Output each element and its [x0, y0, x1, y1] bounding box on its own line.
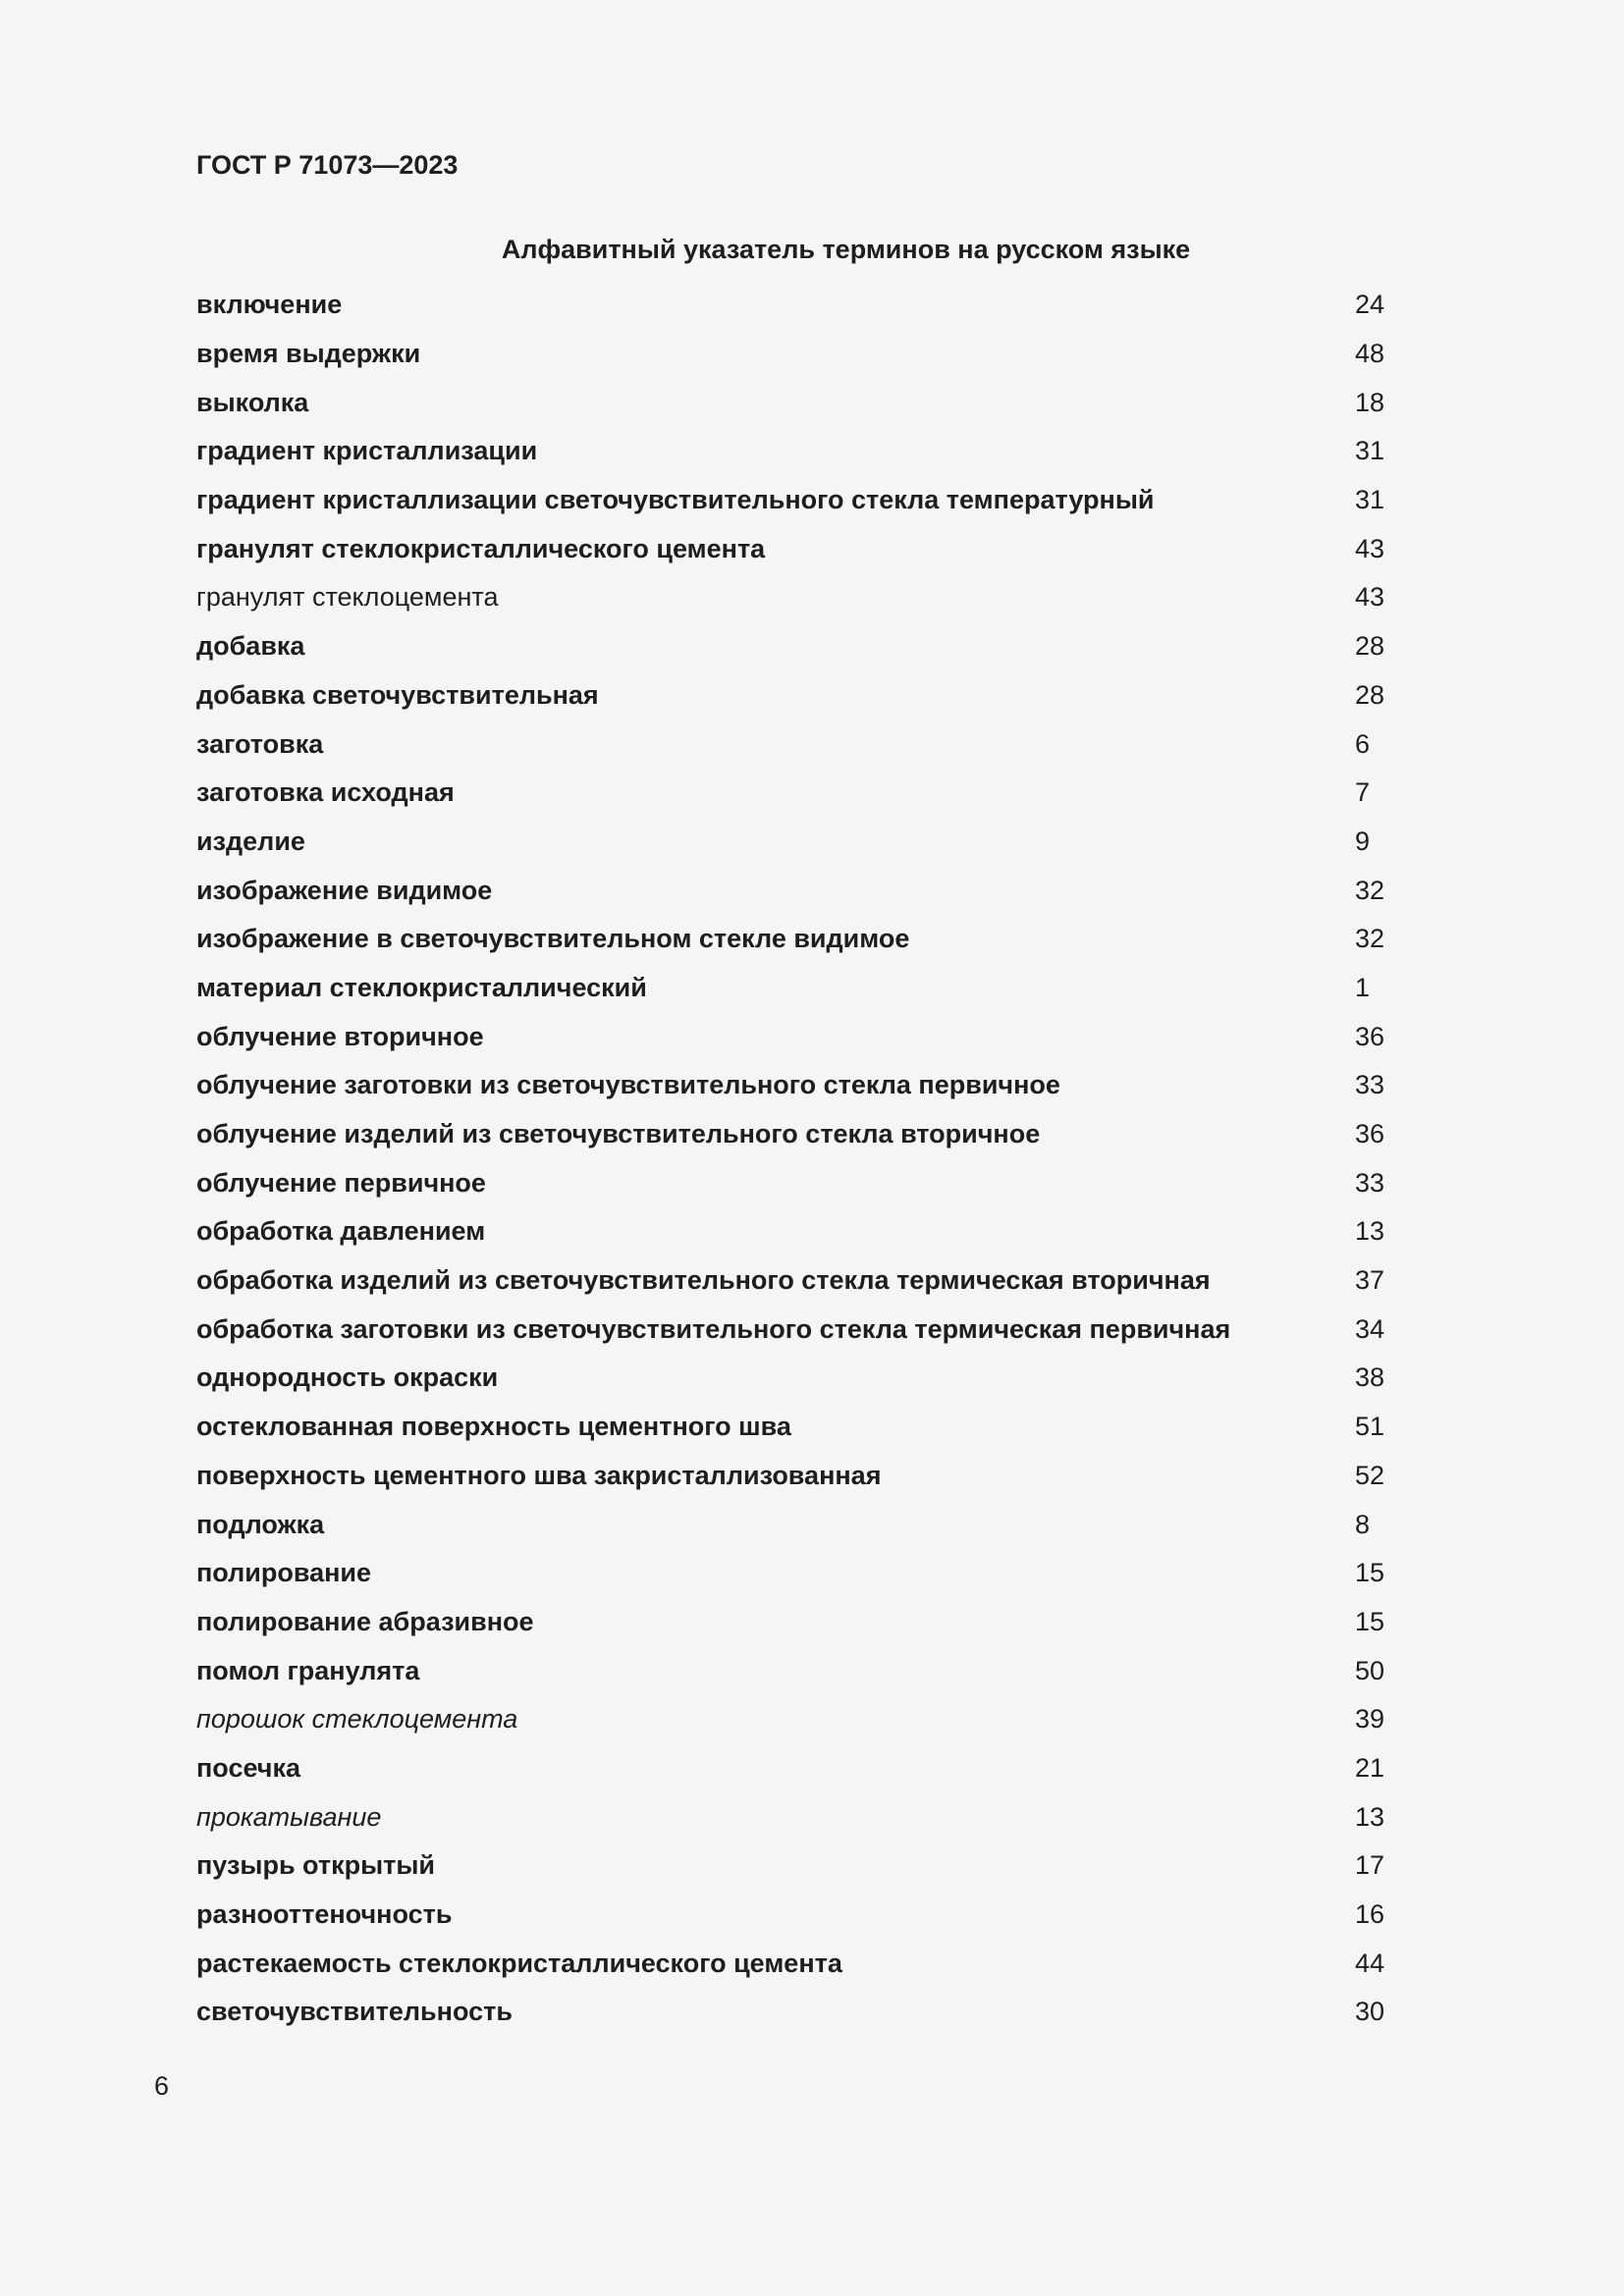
term-page-number: 33 — [1355, 1167, 1385, 1198]
index-entry-row — [196, 1452, 1385, 1501]
term-page-number: 28 — [1355, 679, 1385, 710]
term-page-number: 9 — [1355, 826, 1371, 856]
term-page-number: 7 — [1355, 777, 1371, 808]
index-entry-row — [196, 1695, 1385, 1744]
term-page-number: 48 — [1355, 339, 1385, 369]
term-label: облучение изделий из светочувствительного стекла вторичное — [196, 1119, 1041, 1149]
term-page-number: 16 — [1355, 1899, 1385, 1930]
index-entry-row — [196, 1988, 1385, 2037]
index-entry-row — [196, 1842, 1385, 1891]
term-label: время выдержки — [196, 339, 421, 369]
term-page-number: 33 — [1355, 1070, 1385, 1100]
index-entry-row — [196, 1891, 1385, 1940]
term-label: остеклованная поверхность цементного шва — [196, 1412, 791, 1442]
term-label: включение — [196, 290, 343, 320]
term-label: изображение в светочувствительном стекле видимое — [196, 924, 910, 954]
term-page-number: 36 — [1355, 1119, 1385, 1149]
footer-page-number: 6 — [154, 2071, 170, 2101]
index-entry-row — [196, 1646, 1385, 1695]
index-entry-row — [196, 915, 1385, 964]
term-page-number: 8 — [1355, 1509, 1371, 1539]
term-label: порошок стеклоцемента — [196, 1704, 518, 1735]
term-page-number: 15 — [1355, 1606, 1385, 1636]
term-label: светочувствительность — [196, 1997, 513, 2027]
index-entry-row — [196, 866, 1385, 915]
term-page-number: 31 — [1355, 436, 1385, 466]
index-entry-row — [196, 330, 1385, 379]
term-page-number: 30 — [1355, 1997, 1385, 2027]
index-entry-row — [196, 818, 1382, 867]
term-label: растекаемость стеклокристаллического цемента — [196, 1948, 842, 1978]
index-entry-row — [196, 1744, 1385, 1793]
term-label: градиент кристаллизации светочувствительного стекла температурный — [196, 485, 1155, 515]
term-page-number: 34 — [1355, 1313, 1385, 1344]
term-label: гранулят стеклоцемента — [196, 582, 499, 613]
term-page-number: 43 — [1355, 582, 1385, 613]
index-entry-row — [196, 1207, 1385, 1256]
index-entry-row — [196, 1500, 1382, 1549]
term-label: добавка — [196, 631, 305, 662]
term-label: поверхность цементного шва закристаллизованная — [196, 1460, 882, 1490]
index-entry-row — [196, 573, 1385, 622]
alphabetical-index-list — [196, 281, 1385, 2037]
term-page-number: 24 — [1355, 290, 1385, 320]
term-page-number: 31 — [1355, 485, 1385, 515]
term-label: пузырь открытый — [196, 1850, 436, 1881]
index-entry-row — [196, 1354, 1385, 1403]
term-label: полирование абразивное — [196, 1606, 534, 1636]
document-designation: ГОСТ Р 71073—2023 — [196, 150, 459, 180]
term-page-number: 32 — [1355, 924, 1385, 954]
index-entry-row — [196, 1158, 1385, 1207]
term-label: однородность окраски — [196, 1362, 499, 1393]
term-page-number: 6 — [1355, 728, 1371, 759]
term-label: заготовка — [196, 728, 324, 759]
term-label: подложка — [196, 1509, 325, 1539]
index-entry-row — [196, 1403, 1385, 1452]
term-page-number: 1 — [1355, 972, 1371, 1002]
term-label: помол гранулята — [196, 1655, 420, 1685]
term-label: материал стеклокристаллический — [196, 972, 647, 1002]
index-entry-row — [196, 476, 1385, 525]
term-label: обработка давлением — [196, 1216, 486, 1247]
term-label: обработка заготовки из светочувствительного стекла термическая первичная — [196, 1313, 1231, 1344]
index-entry-row — [196, 769, 1382, 818]
term-page-number: 13 — [1355, 1801, 1385, 1832]
term-page-number: 50 — [1355, 1655, 1385, 1685]
index-entry-row — [196, 1598, 1385, 1647]
index-entry-row — [196, 622, 1385, 671]
term-page-number: 15 — [1355, 1558, 1385, 1588]
term-label: гранулят стеклокристаллического цемента — [196, 533, 766, 563]
term-page-number: 36 — [1355, 1021, 1385, 1051]
index-entry-row — [196, 281, 1385, 330]
term-label: облучение первичное — [196, 1167, 486, 1198]
term-page-number: 17 — [1355, 1850, 1385, 1881]
index-entry-row — [196, 1256, 1385, 1306]
term-page-number: 43 — [1355, 533, 1385, 563]
page-title: Алфавитный указатель терминов на русском языке — [501, 235, 1191, 264]
term-page-number: 18 — [1355, 387, 1385, 417]
term-label: изделие — [196, 826, 305, 856]
index-entry-row — [196, 1012, 1385, 1061]
term-label: выколка — [196, 387, 309, 417]
index-entry-row — [196, 1939, 1385, 1988]
index-entry-row — [196, 378, 1385, 427]
term-page-number: 32 — [1355, 875, 1385, 905]
term-page-number: 21 — [1355, 1752, 1385, 1783]
term-page-number: 44 — [1355, 1948, 1385, 1978]
term-page-number: 51 — [1355, 1412, 1385, 1442]
index-entry-row — [196, 427, 1385, 476]
index-entry-row — [196, 1061, 1385, 1110]
term-label: прокатывание — [196, 1801, 382, 1832]
term-page-number: 28 — [1355, 631, 1385, 662]
term-label: заготовка исходная — [196, 777, 455, 808]
index-entry-row — [196, 524, 1385, 573]
index-entry-row — [196, 1305, 1385, 1354]
term-label: посечка — [196, 1752, 301, 1783]
term-page-number: 38 — [1355, 1362, 1385, 1393]
term-label: изображение видимое — [196, 875, 493, 905]
term-label: облучение вторичное — [196, 1021, 484, 1051]
term-label: обработка изделий из светочувствительного стекла термическая вторичная — [196, 1265, 1211, 1296]
index-entry-row — [196, 720, 1382, 769]
index-entry-row — [196, 1792, 1385, 1842]
term-page-number: 52 — [1355, 1460, 1385, 1490]
index-entry-row — [196, 1549, 1385, 1598]
term-label: облучение заготовки из светочувствительного стекла первичное — [196, 1070, 1060, 1100]
term-page-number: 13 — [1355, 1216, 1385, 1247]
term-label: полирование — [196, 1558, 372, 1588]
index-entry-row — [196, 964, 1382, 1013]
term-label: градиент кристаллизации — [196, 436, 538, 466]
term-page-number: 39 — [1355, 1704, 1385, 1735]
term-page-number: 37 — [1355, 1265, 1385, 1296]
term-label: добавка светочувствительная — [196, 679, 599, 710]
index-entry-row — [196, 1110, 1385, 1159]
index-entry-row — [196, 671, 1385, 721]
term-label: разнооттеночность — [196, 1899, 453, 1930]
